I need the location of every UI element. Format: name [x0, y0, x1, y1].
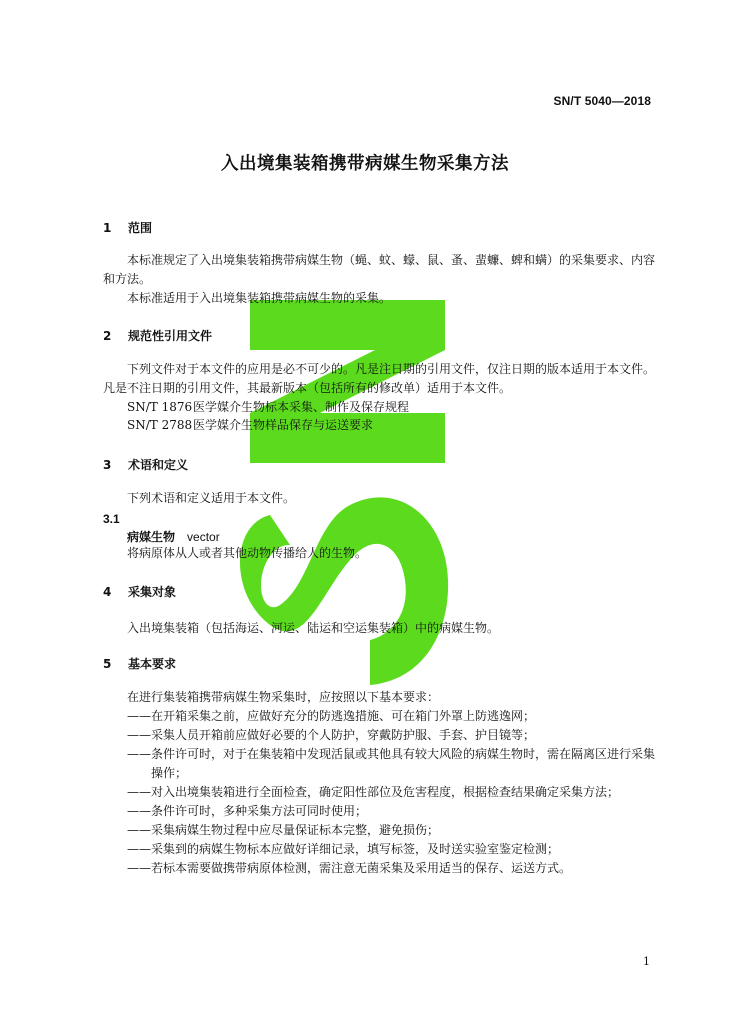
term-name: [127, 528, 220, 545]
section-1-heading: [103, 219, 152, 236]
reference-title: 医学媒介生物样品保存与运送要求: [193, 418, 374, 432]
section-number: 3: [103, 458, 112, 472]
term-english: vector: [187, 530, 220, 544]
section-title: 范围: [128, 221, 153, 235]
section-number: 4: [103, 585, 112, 599]
section-5-intro: 在进行集装箱携带病媒生物采集时，应按照以下基本要求：: [127, 690, 440, 704]
list-item: ——条件许可时，对于在集装箱中发现活鼠或其他具有较大风险的病媒生物时，需在隔离区进行采集操作；: [127, 747, 656, 780]
list-item: ——采集人员开箱前应做好必要的个人防护，穿戴防护服、手套、护目镜等；: [127, 728, 536, 742]
section-1-paragraph-2: 本标准适用于入出境集装箱携带病媒生物的采集。: [127, 291, 392, 305]
page-number: 1: [643, 955, 650, 968]
section-title: 基本要求: [128, 657, 177, 671]
section-2-paragraph-1: 下列文件对于本文件的应用是必不可少的。凡是注日期的引用文件，仅注日期的版本适用于本文件。凡是不注日期的引用文件，其最新版本（包括所有的修改单）适用于本文件。: [103, 362, 656, 395]
section-3-paragraph-1: 下列术语和定义适用于本文件。: [127, 491, 296, 505]
list-item: ——若标本需要做携带病原体检测，需注意无菌采集及采用适当的保存、运送方式。: [127, 861, 572, 875]
section-4-heading: [103, 583, 176, 600]
standard-code: SN/T 5040—2018: [553, 94, 651, 108]
document-title: 入出境集装箱携带病媒生物采集方法: [221, 154, 509, 174]
term-chinese: 病媒生物: [127, 530, 176, 544]
section-title: 规范性引用文件: [128, 329, 213, 343]
section-2-heading: [103, 327, 212, 344]
list-item: ——对入出境集装箱进行全面检查，确定阳性部位及危害程度，根据检查结果确定采集方法；: [127, 785, 620, 799]
list-item: ——在开箱采集之前，应做好充分的防逃逸措施、可在箱门外罩上防逃逸网；: [127, 709, 536, 723]
list-item: ——采集到的病媒生物标本应做好详细记录，填写标签，及时送实验室鉴定检测；: [127, 842, 560, 856]
reference-code: SN/T 2788: [127, 418, 193, 432]
section-number: 1: [103, 221, 112, 235]
term-definition: 将病原体从人或者其他动物传播给人的生物。: [127, 546, 368, 560]
reference-item: [127, 398, 655, 417]
section-number: 2: [103, 329, 112, 343]
section-title: 术语和定义: [128, 458, 189, 472]
requirements-list: [127, 707, 655, 878]
section-number: 5: [103, 657, 112, 671]
section-title: 采集对象: [128, 585, 177, 599]
section-3-heading: [103, 456, 188, 473]
reference-item: [127, 416, 655, 435]
section-5-heading: [103, 655, 176, 672]
section-4-paragraph-1: 入出境集装箱（包括海运、河运、陆运和空运集装箱）中的病媒生物。: [127, 621, 500, 635]
reference-code: SN/T 1876: [127, 400, 193, 414]
list-item: ——采集病媒生物过程中应尽量保证标本完整，避免损伤；: [127, 823, 440, 837]
term-number: 3.1: [103, 512, 120, 526]
section-1-paragraph-1: 本标准规定了入出境集装箱携带病媒生物（蝇、蚊、蠓、鼠、蚤、蜚蠊、蜱和螨）的采集要求、内容和方法。: [103, 253, 656, 286]
list-item: ——条件许可时，多种采集方法可同时使用；: [127, 804, 368, 818]
reference-title: 医学媒介生物标本采集、制作及保存规程: [193, 400, 410, 414]
